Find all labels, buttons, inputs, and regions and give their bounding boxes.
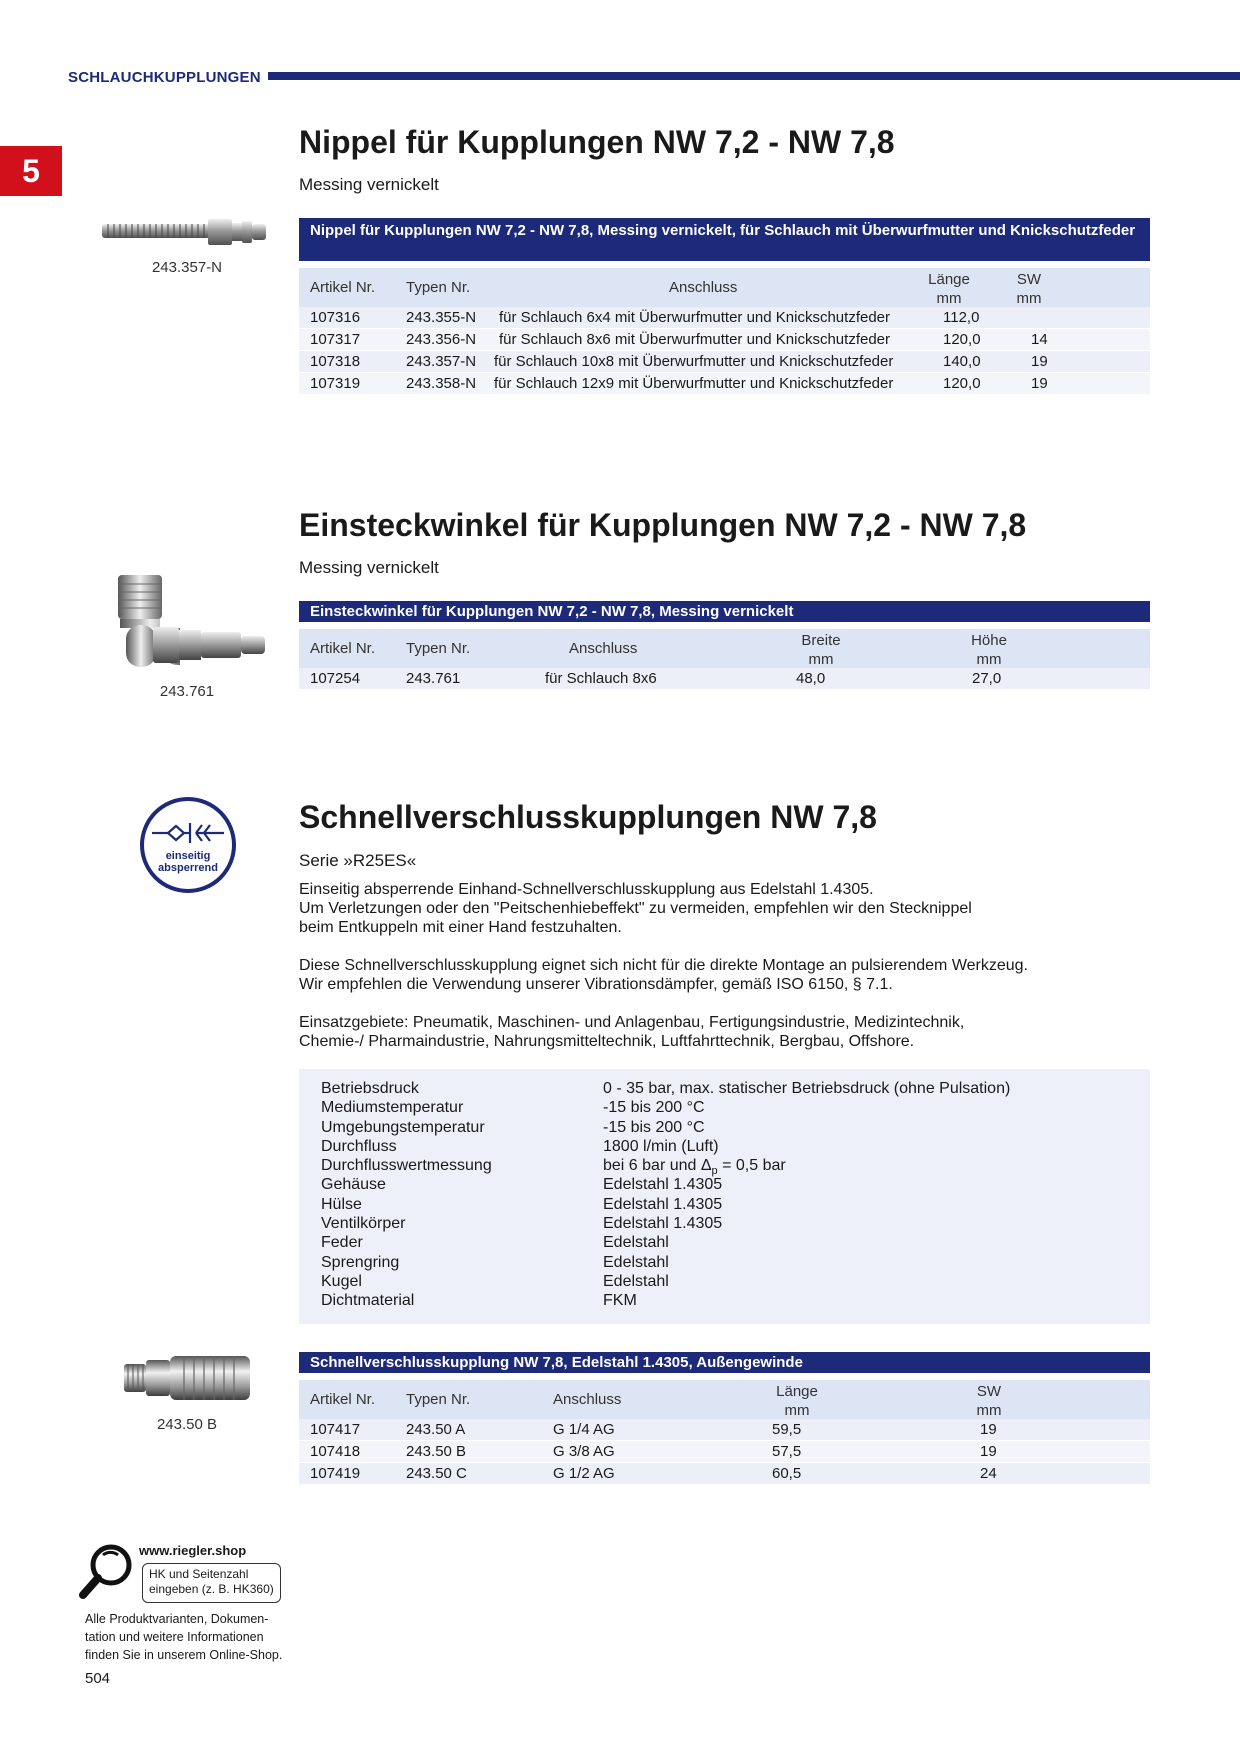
cell-anschluss: G 1/2 AG [553, 1465, 615, 1482]
cell-laenge: 112,0 [943, 309, 980, 326]
cell-typen: 243.50 A [406, 1421, 466, 1438]
spec-key: Feder [321, 1234, 363, 1252]
table-einsteckwinkel [299, 629, 1150, 690]
shop-hint-box: HK und Seitenzahl eingeben (z. B. HK360) [142, 1563, 281, 1603]
spec-row [310, 1156, 1139, 1178]
cell-artikel: 107417 [310, 1421, 361, 1438]
header-rule [268, 72, 1240, 80]
spec-row [310, 1118, 1139, 1137]
table-row [299, 329, 1150, 351]
cell-sw: 24 [980, 1465, 997, 1482]
spec-row [310, 1214, 1139, 1233]
col-typen: Typen Nr. [406, 279, 471, 296]
product-image-nippel [100, 210, 270, 260]
cell-typen: 243.358-N [406, 375, 477, 392]
spec-row [310, 1098, 1139, 1117]
cell-sw: 14 [1031, 331, 1048, 348]
cell-laenge: 59,5 [772, 1421, 802, 1438]
spec-row [310, 1272, 1139, 1291]
table-body [299, 307, 1150, 395]
cell-artikel: 107254 [310, 670, 361, 687]
cell-typen: 243.50 C [406, 1465, 467, 1482]
table-row [299, 307, 1150, 329]
cell-artikel: 107418 [310, 1443, 361, 1460]
cell-anschluss: für Schlauch 8x6 [545, 670, 657, 687]
table-nippel [299, 268, 1150, 395]
spec-value: -15 bis 200 °C [603, 1099, 705, 1117]
table-body [299, 668, 1150, 690]
table-row [299, 1441, 1150, 1463]
col-sw: SW mm [976, 1383, 1002, 1419]
table-row [299, 1463, 1150, 1485]
section-title-schnellverschluss: Schnellverschlusskupplungen NW 7,8 [299, 799, 877, 835]
chapter-tab[interactable]: 5 [0, 146, 62, 196]
cell-artikel: 107419 [310, 1465, 361, 1482]
badge-line2: absperrend [158, 862, 218, 874]
cell-typen: 243.761 [406, 670, 461, 687]
table-schnellverschluss [299, 1380, 1150, 1485]
spec-key: Durchfluss [321, 1137, 397, 1155]
section-subtitle-schnellverschluss: Serie »R25ES« [299, 851, 417, 870]
spec-row [310, 1233, 1139, 1252]
cell-sw: 19 [1031, 375, 1048, 392]
cell-laenge: 60,5 [772, 1465, 802, 1482]
spec-value: -15 bis 200 °C [603, 1118, 705, 1136]
table-title-einsteckwinkel: Einsteckwinkel für Kupplungen NW 7,2 - NW 7,8, Messing vernickelt [299, 601, 1150, 622]
col-typen: Typen Nr. [406, 1391, 471, 1408]
spec-key: Dichtmaterial [321, 1292, 415, 1310]
cell-anschluss: G 3/8 AG [553, 1443, 615, 1460]
spec-key: Durchflusswertmessung [321, 1157, 492, 1175]
cell-sw: 19 [1031, 353, 1048, 370]
col-anschluss: Anschluss [569, 640, 638, 657]
section-subtitle-einsteckwinkel: Messing vernickelt [299, 558, 439, 577]
table-row [299, 1419, 1150, 1441]
section-title-nippel: Nippel für Kupplungen NW 7,2 - NW 7,8 [299, 124, 895, 160]
shop-note-text: Alle Produktvarianten, Dokumen- tation und weitere Informationen finden Sie in unserem Online-Shop. [85, 1612, 283, 1662]
cell-artikel: 107317 [310, 331, 361, 348]
section-subtitle-nippel: Messing vernickelt [299, 175, 439, 194]
cell-typen: 243.356-N [406, 331, 477, 348]
col-artikel: Artikel Nr. [310, 640, 376, 657]
spec-value: 0 - 35 bar, max. statischer Betriebsdruck (ohne Pulsation) [603, 1080, 1011, 1097]
magnifier-icon [78, 1541, 136, 1603]
table-row [299, 351, 1150, 373]
spec-value: Edelstahl [603, 1253, 669, 1271]
cell-laenge: 120,0 [943, 375, 981, 392]
spec-value: Edelstahl 1.4305 [603, 1215, 723, 1233]
cell-anschluss: für Schlauch 8x6 mit Überwurfmutter und Knickschutzfeder [499, 331, 891, 348]
image-caption-nippel: 243.357-N [151, 259, 223, 276]
product-image-schnellverschluss [122, 1352, 257, 1404]
description-paragraph-3: Einsatzgebiete: Pneumatik, Maschinen- und Anlagenbau, Fertigungsindustrie, Medizintechnik, Chemie-/ Pharmaindustrie, Nahrungsmitteltechnik, Luftfahrttechnik, Bergbau, Offshore. [299, 1014, 965, 1050]
spec-key: Kugel [321, 1272, 362, 1290]
col-typen: Typen Nr. [406, 640, 471, 657]
cell-anschluss: für Schlauch 10x8 mit Überwurfmutter und Knickschutzfeder [494, 353, 894, 370]
spec-row [310, 1195, 1139, 1214]
col-breite: Breite mm [801, 632, 841, 668]
spec-row [310, 1291, 1139, 1310]
spec-table [299, 1069, 1150, 1324]
table-body [299, 1419, 1150, 1485]
table-header [299, 629, 1150, 668]
page-number: 504 [85, 1670, 111, 1687]
col-anschluss: Anschluss [553, 1391, 622, 1408]
cell-laenge: 120,0 [943, 331, 981, 348]
col-sw: SW mm [1016, 271, 1042, 307]
product-image-einsteckwinkel [108, 570, 273, 680]
cell-laenge: 140,0 [943, 353, 981, 370]
cell-typen: 243.357-N [406, 353, 477, 370]
cell-sw: 19 [980, 1443, 997, 1460]
table-row [299, 668, 1150, 690]
col-laenge: Länge mm [928, 271, 970, 307]
section-header-label: SCHLAUCHKUPPLUNGEN [68, 69, 261, 86]
col-hoehe: Höhe mm [971, 632, 1007, 668]
spec-key: Umgebungstemperatur [321, 1118, 485, 1136]
spec-key: Sprengring [321, 1253, 400, 1271]
cell-anschluss: G 1/4 AG [553, 1421, 615, 1438]
cell-typen: 243.355-N [406, 309, 477, 326]
table-row [299, 373, 1150, 395]
shop-url-link[interactable]: www.riegler.shop [139, 1543, 247, 1558]
spec-key: Gehäuse [321, 1176, 386, 1194]
spec-key: Hülse [321, 1195, 362, 1213]
cell-artikel: 107318 [310, 353, 361, 370]
col-laenge: Länge mm [776, 1383, 818, 1419]
table-header [299, 1380, 1150, 1419]
cell-anschluss: für Schlauch 12x9 mit Überwurfmutter und Knickschutzfeder [494, 375, 894, 392]
col-anschluss: Anschluss [669, 279, 738, 296]
badge-line1: einseitig [165, 850, 211, 862]
cell-artikel: 107316 [310, 309, 361, 326]
col-artikel: Artikel Nr. [310, 279, 376, 296]
spec-value: Edelstahl [603, 1234, 669, 1252]
description-paragraph-1: Einseitig absperrende Einhand-Schnellverschlusskupplung aus Edelstahl 1.4305. Um Verletzungen oder den "Peitschenhiebeffekt" zu vermeiden, empfehlen wir den Stecknippel beim Entkuppeln mit einer Hand festzuhalten. [299, 881, 972, 936]
cell-typen: 243.50 B [406, 1443, 467, 1460]
spec-value: Edelstahl 1.4305 [603, 1176, 723, 1194]
spec-row [310, 1079, 1139, 1098]
spec-key: Betriebsdruck [321, 1080, 419, 1097]
table-title-nippel: Nippel für Kupplungen NW 7,2 - NW 7,8, Messing vernickelt, für Schlauch mit Überwurfmutter und Knickschutzfeder [299, 218, 1150, 261]
spec-row [310, 1253, 1139, 1272]
einseitig-absperrend-badge-icon [138, 795, 238, 895]
spec-row [310, 1175, 1139, 1194]
spec-value: Edelstahl [603, 1272, 669, 1290]
cell-sw: 19 [980, 1421, 997, 1438]
cell-anschluss: für Schlauch 6x4 mit Überwurfmutter und Knickschutzfeder [499, 309, 891, 326]
spec-key: Mediumstemperatur [321, 1099, 464, 1117]
table-header [299, 268, 1150, 307]
description-paragraph-2: Diese Schnellverschlusskupplung eignet sich nicht für die direkte Montage an pulsierendem Werkzeug. Wir empfehlen die Verwendung unserer Vibrationsdämpfer, gemäß ISO 6150, § 7.1. [299, 957, 1028, 993]
table-title-schnellverschluss: Schnellverschlusskupplung NW 7,8, Edelstahl 1.4305, Außengewinde [299, 1352, 1150, 1373]
spec-value: Edelstahl 1.4305 [603, 1195, 723, 1213]
spec-value: bei 6 bar und $\Delta_p = 0,5$ bar [603, 1157, 786, 1178]
spec-key: Ventilkörper [321, 1215, 406, 1233]
image-caption-schnellverschluss: 243.50 B [156, 1416, 218, 1433]
col-artikel: Artikel Nr. [310, 1391, 376, 1408]
spec-row [310, 1137, 1139, 1156]
image-caption-einsteckwinkel: 243.761 [159, 683, 215, 700]
spec-value: FKM [603, 1292, 637, 1310]
section-title-einsteckwinkel: Einsteckwinkel für Kupplungen NW 7,2 - NW 7,8 [299, 507, 1027, 543]
cell-breite: 48,0 [796, 670, 826, 687]
cell-hoehe: 27,0 [972, 670, 1002, 687]
spec-value: 1800 l/min (Luft) [603, 1137, 719, 1155]
cell-laenge: 57,5 [772, 1443, 802, 1460]
cell-artikel: 107319 [310, 375, 361, 392]
